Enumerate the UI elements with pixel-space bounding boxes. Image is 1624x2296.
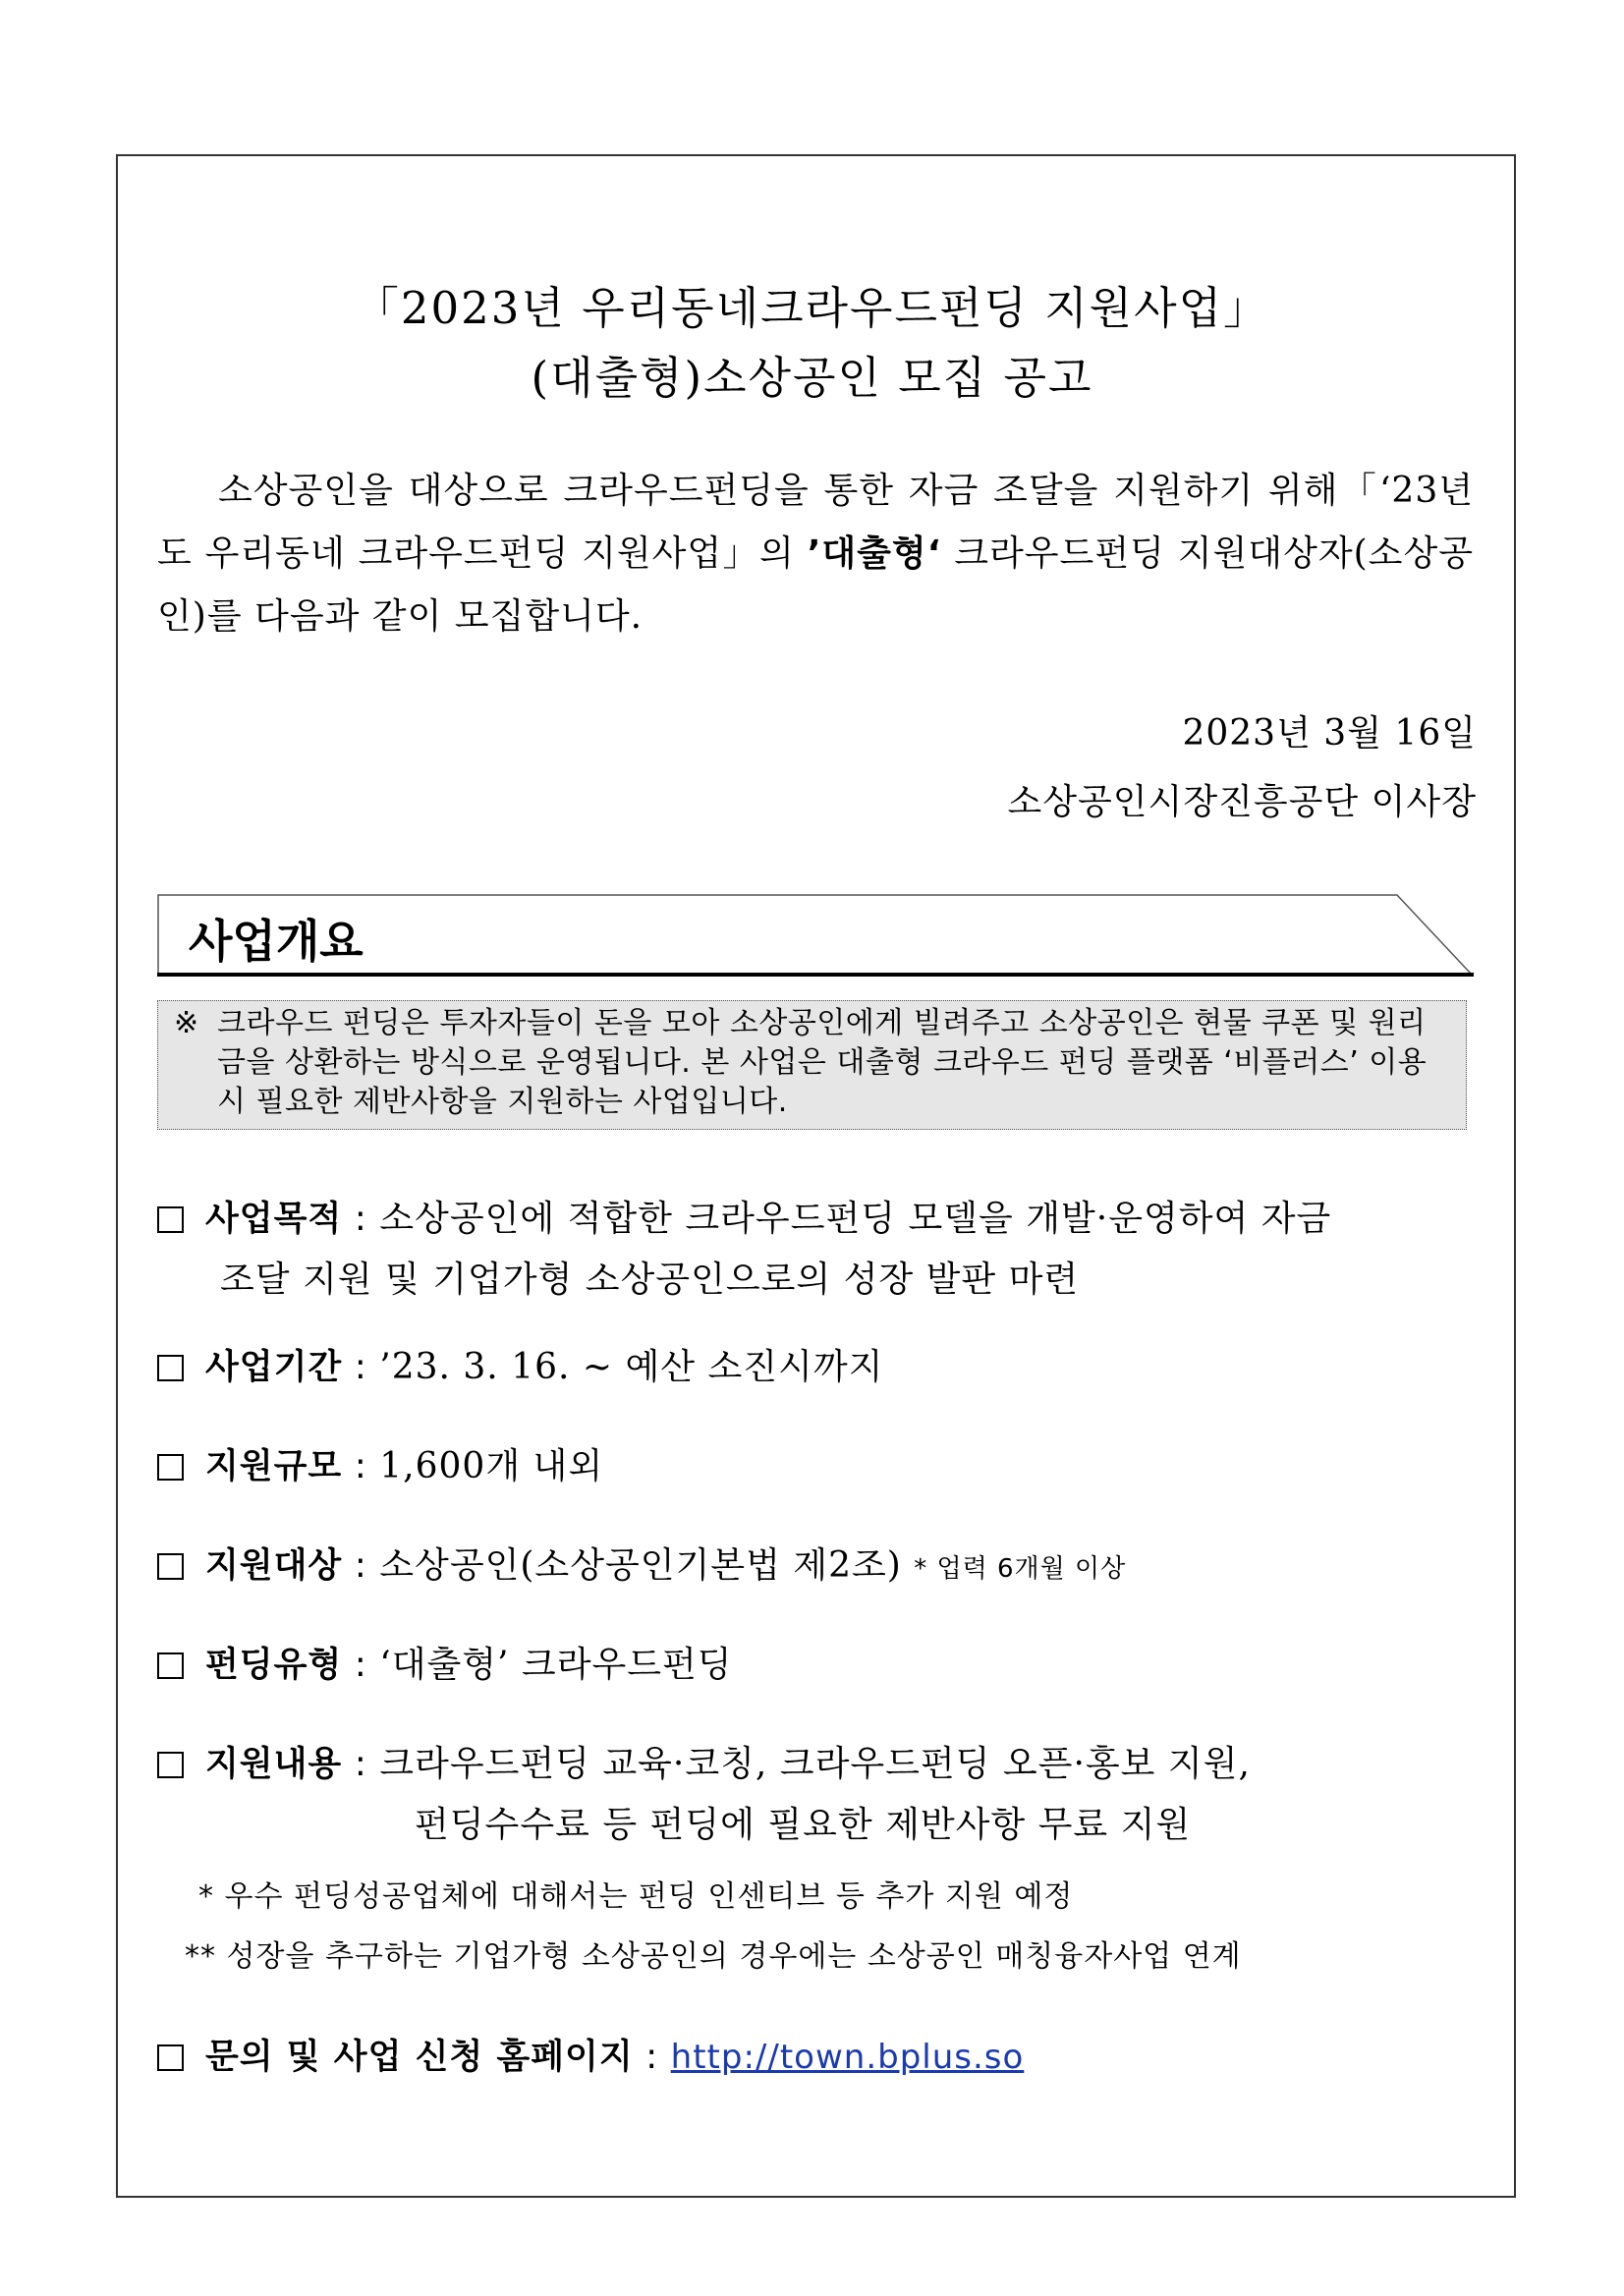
document-title-line1: 「2023년 우리동네크라우드펀딩 지원사업」 [354, 282, 1270, 334]
item-content: 지원내용 : 크라우드펀딩 교육·코칭, 크라우드펀딩 오픈·홍보 지원, 펀딩수수료 등 펀딩에 필요한 제반사항 무료 지원 [157, 1734, 1474, 1856]
footnote-2: ** 성장을 추구하는 기업가형 소상공인의 경우에는 소상공인 매칭융자사업 연계 [185, 1939, 1242, 1974]
item-purpose: 사업목적 : 소상공인에 적합한 크라우드펀딩 모델을 개발·운영하여 자금 조달 지원 및 기업가형 소상공인으로의 성장 발판 마련 [157, 1189, 1474, 1311]
item-label: 사업기간 [205, 1348, 343, 1387]
item-label: 펀딩유형 [205, 1646, 343, 1685]
item-type: 펀딩유형 : ‘대출형’ 크라우드펀딩 [157, 1635, 1474, 1696]
item-text: 1,600개 내외 [379, 1446, 604, 1486]
intro-paragraph [157, 460, 1474, 648]
document-title-line2: (대출형)소상공인 모집 공고 [531, 352, 1093, 404]
intro-text-1: 소상공인을 대상으로 크라우드펀딩을 통한 자금 조달을 지원하기 위해「‘23년도 우리동네 크라우드펀딩 지원사업」의 [157, 471, 1474, 574]
checkbox-icon [157, 1553, 184, 1580]
reference-mark-icon: ※ [174, 1006, 199, 1040]
checkbox-icon [157, 1454, 184, 1481]
announcement-date: 2023년 3월 16일 [1182, 713, 1477, 754]
item-period: 사업기간 : ’23. 3. 16. ~ 예산 소진시까지 [157, 1337, 1474, 1398]
item-note: * 업력 6개월 이상 [914, 1554, 1127, 1584]
section-header [157, 894, 1474, 977]
item-text-cont: 조달 지원 및 기업가형 소상공인으로의 성장 발판 마련 [220, 1260, 1080, 1300]
checkbox-icon [157, 1355, 184, 1381]
item-label: 지원대상 [205, 1546, 343, 1586]
item-target: 지원대상 : 소상공인(소상공인기본법 제2조) * 업력 6개월 이상 [157, 1536, 1474, 1599]
footnote-1: * 우수 펀딩성공업체에 대해서는 펀딩 인센티브 등 추가 지원 예정 [198, 1879, 1074, 1914]
checkbox-icon [157, 2044, 184, 2071]
item-label: 사업목적 [205, 1200, 343, 1239]
item-text: 크라우드펀딩 교육·코칭, 크라우드펀딩 오픈·홍보 지원, [379, 1744, 1251, 1784]
item-text-cont: 펀딩수수료 등 펀딩에 필요한 제반사항 무료 지원 [415, 1805, 1192, 1845]
intro-bold-type: ’대출형‘ [807, 533, 942, 574]
item-text: ’23. 3. 16. ~ 예산 소진시까지 [379, 1347, 884, 1387]
item-scale: 지원규모 : 1,600개 내외 [157, 1436, 1474, 1497]
item-label: 지원내용 [205, 1745, 343, 1784]
section-title: 사업개요 [189, 915, 364, 968]
checkbox-icon [157, 1206, 184, 1233]
item-text: 소상공인에 적합한 크라우드펀딩 모델을 개발·운영하여 자금 [379, 1199, 1332, 1239]
checkbox-icon [157, 1752, 184, 1778]
homepage-link[interactable]: http://town.bplus.so [670, 2038, 1025, 2077]
item-text: 소상공인(소상공인기본법 제2조) [379, 1545, 915, 1586]
checkbox-icon [157, 1652, 184, 1679]
info-note-box [157, 1000, 1467, 1130]
item-label: 문의 및 사업 신청 홈페이지 [205, 2038, 634, 2077]
item-inquiry: 문의 및 사업 신청 홈페이지 : http://town.bplus.so [157, 2027, 1474, 2088]
item-label: 지원규모 [205, 1447, 343, 1486]
item-text: ‘대출형’ 크라우드펀딩 [379, 1645, 733, 1685]
info-note-text: 크라우드 펀딩은 투자자들이 돈을 모아 소상공인에게 빌려주고 소상공인은 현물 쿠폰 및 원리금을 상환하는 방식으로 운영됩니다. 본 사업은 대출형 크라우드 펀딩 플랫폼 ‘비플러스’ 이용 시 필요한 제반사항을 지원하는 사업입니다. [217, 1006, 1428, 1119]
intro-text-2: 크라우드펀딩 지원대상자(소상공인)를 다음과 같이 모집합니다. [157, 533, 1474, 637]
issuer-name: 소상공인시장진흥공단 이사장 [1007, 782, 1477, 822]
